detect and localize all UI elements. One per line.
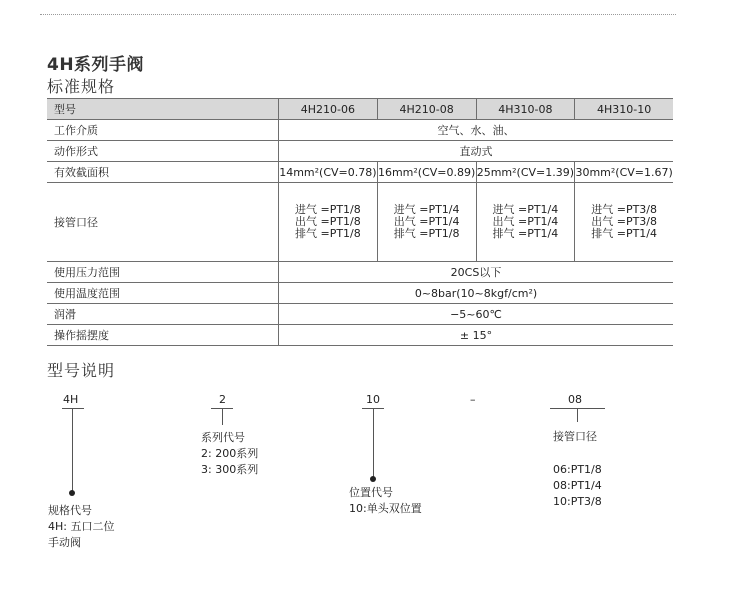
leader-dot	[370, 476, 376, 482]
port-line: 排气 =PT1/8	[294, 227, 361, 240]
code-part-spec: 4H	[63, 393, 79, 406]
table-row	[47, 120, 673, 141]
port-line: 出气 =PT1/4	[492, 215, 559, 228]
port-line: 排气 =PT1/8	[393, 227, 460, 240]
spec-table	[47, 98, 673, 346]
angle-value: ± 15°	[279, 325, 674, 346]
model-header-cell: 4H210-08	[377, 99, 476, 120]
row-label: 润滑	[47, 304, 279, 325]
table-row	[47, 183, 673, 262]
row-label: 有效截面积	[47, 162, 279, 183]
port-line: 排气 =PT1/4	[492, 227, 559, 240]
desc-line: 06:PT1/8	[553, 463, 602, 476]
top-dotted-divider	[40, 14, 676, 15]
port-line: 出气 =PT3/8	[591, 215, 658, 228]
model-header-cell: 4H310-10	[575, 99, 673, 120]
desc-line: 4H: 五口二位	[48, 520, 115, 533]
position-code-description	[349, 485, 422, 517]
leader-dot	[69, 490, 75, 496]
pressure-value: 20CS以下	[279, 262, 674, 283]
row-label: 动作形式	[47, 141, 279, 162]
code-part-position: 10	[366, 393, 380, 406]
leader-line	[577, 408, 578, 422]
row-label: 工作介质	[47, 120, 279, 141]
port-line: 出气 =PT1/8	[294, 215, 361, 228]
desc-line: 系列代号	[201, 431, 245, 444]
port-cell	[575, 183, 673, 262]
row-label: 操作摇摆度	[47, 325, 279, 346]
desc-line: 08:PT1/4	[553, 479, 602, 492]
port-cell	[377, 183, 476, 262]
area-value: 30mm²(CV=1.67)	[575, 162, 673, 183]
row-label: 接管口径	[47, 183, 279, 262]
port-line: 进气 =PT3/8	[591, 203, 658, 216]
port-code-title: 接管口径	[553, 430, 597, 443]
leader-line	[72, 408, 73, 492]
code-dash: –	[470, 393, 476, 406]
port-line: 进气 =PT1/8	[294, 203, 361, 216]
desc-line: 10:PT3/8	[553, 495, 602, 508]
table-row	[47, 99, 673, 120]
leader-line	[373, 408, 374, 478]
model-header-cell: 4H310-08	[476, 99, 575, 120]
area-value: 14mm²(CV=0.78)	[279, 162, 378, 183]
code-part-port: 08	[568, 393, 582, 406]
leader-line	[222, 408, 223, 425]
code-underline	[62, 408, 84, 409]
desc-line: 10:单头双位置	[349, 502, 422, 515]
action-value: 直动式	[279, 141, 674, 162]
desc-line: 3: 300系列	[201, 463, 259, 476]
port-line: 进气 =PT1/4	[393, 203, 460, 216]
desc-line: 规格代号	[48, 504, 92, 517]
row-label: 使用压力范围	[47, 262, 279, 283]
lube-value: −5~60℃	[279, 304, 674, 325]
desc-line: 2: 200系列	[201, 447, 259, 460]
desc-line: 手动阀	[48, 536, 81, 549]
medium-value: 空气、水、油、	[279, 120, 674, 141]
table-row	[47, 141, 673, 162]
model-section-title: 型号说明	[47, 361, 116, 380]
spec-section-title: 标准规格	[47, 77, 116, 96]
table-row	[47, 325, 673, 346]
row-label: 使用温度范围	[47, 283, 279, 304]
port-cell	[279, 183, 378, 262]
table-row	[47, 283, 673, 304]
spec-code-description	[48, 503, 114, 551]
table-row	[47, 304, 673, 325]
port-line: 出气 =PT1/4	[393, 215, 460, 228]
row-label: 型号	[47, 99, 279, 120]
port-line: 排气 =PT1/4	[591, 227, 658, 240]
code-part-series: 2	[219, 393, 226, 406]
series-code-description	[201, 430, 258, 478]
table-row	[47, 262, 673, 283]
table-row	[47, 162, 673, 183]
port-line: 进气 =PT1/4	[492, 203, 559, 216]
port-cell	[476, 183, 575, 262]
temp-range-value: 0~8bar(10~8kgf/cm²)	[279, 283, 674, 304]
area-value: 16mm²(CV=0.89)	[377, 162, 476, 183]
model-header-cell: 4H210-06	[279, 99, 378, 120]
port-code-description	[553, 462, 602, 510]
page-title: 4H系列手阀	[47, 55, 145, 75]
desc-line: 位置代号	[349, 486, 393, 499]
area-value: 25mm²(CV=1.39)	[476, 162, 575, 183]
